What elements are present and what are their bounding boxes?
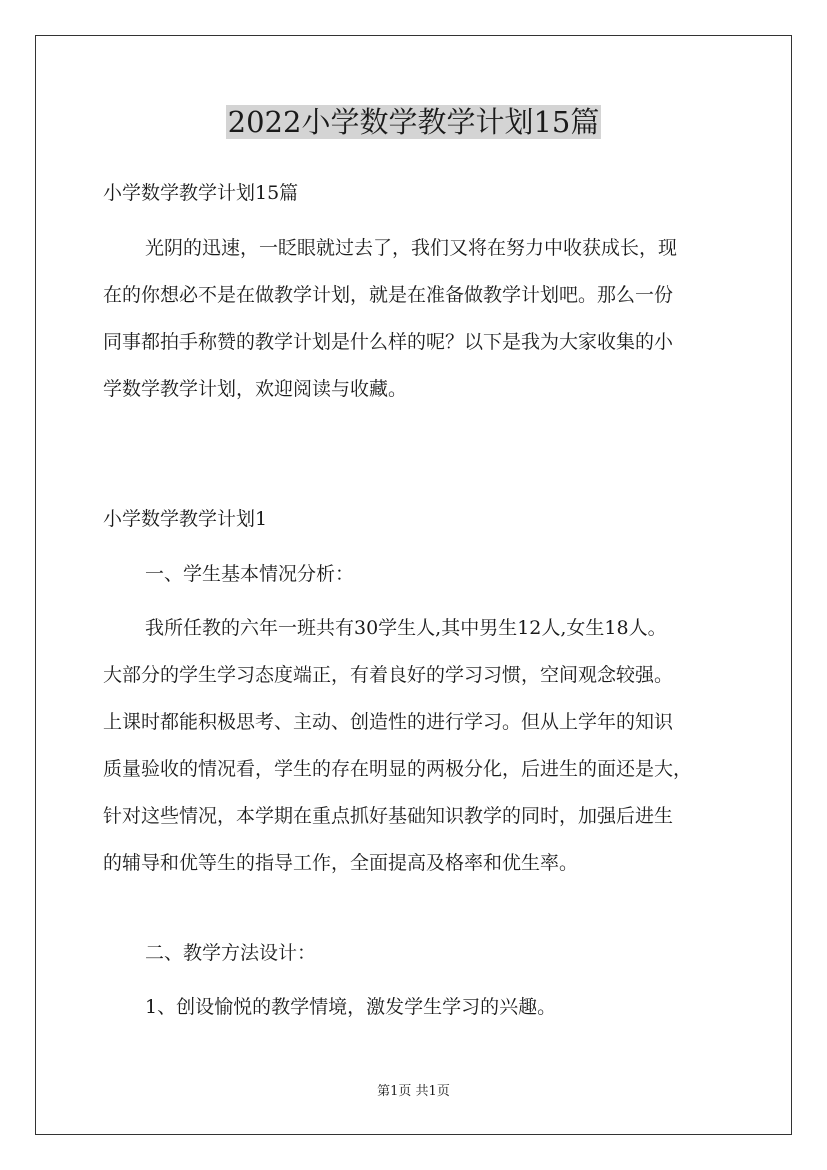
heading-student-analysis	[103, 551, 743, 598]
list-item	[103, 984, 743, 1031]
body-line: 我所任教的六年一班共有30学生人,其中男生12人,女生18人。	[145, 617, 667, 639]
section-title-text: 小学数学教学计划1	[103, 508, 268, 530]
body-line: 针对这些情况，本学期在重点抓好基础知识教学的同时，加强后进生	[103, 805, 674, 827]
intro-line: 学数学教学计划，欢迎阅读与收藏。	[103, 378, 408, 400]
body-line: 大部分的学生学习态度端正，有着良好的学习习惯，空间观念较强。	[103, 664, 674, 686]
heading-teaching-method-text: 二、教学方法设计：	[145, 942, 317, 964]
page-number-label: 第1页 共1页	[377, 1084, 450, 1099]
list-item-text: 1、创设愉悦的教学情境，激发学生学习的兴趣。	[145, 996, 557, 1018]
subtitle	[103, 170, 743, 217]
heading-student-analysis-text: 一、学生基本情况分析：	[145, 563, 355, 585]
document-title	[0, 100, 827, 144]
intro-line: 光阴的迅速，一眨眼就过去了，我们又将在努力中收获成长，现	[145, 237, 678, 259]
section-title	[103, 496, 743, 543]
body-line: 上课时都能积极思考、主动、创造性的进行学习。但从上学年的知识	[103, 711, 674, 733]
intro-line: 在的你想必不是在做教学计划，就是在准备做教学计划吧。那么一份	[103, 284, 674, 306]
body-line: 质量验收的情况看，学生的存在明显的两极分化，后进生的面还是大，	[103, 758, 693, 780]
page-footer	[0, 1082, 827, 1102]
intro-line: 同事都拍手称赞的教学计划是什么样的呢？以下是我为大家收集的小	[103, 331, 674, 353]
heading-teaching-method	[103, 930, 743, 977]
intro-paragraph	[103, 225, 743, 413]
document-title-text: 2022小学数学教学计划15篇	[227, 105, 600, 139]
body-line: 的辅导和优等生的指导工作，全面提高及格率和优生率。	[103, 852, 579, 874]
subtitle-text: 小学数学教学计划15篇	[103, 182, 299, 204]
body-paragraph	[103, 605, 743, 887]
